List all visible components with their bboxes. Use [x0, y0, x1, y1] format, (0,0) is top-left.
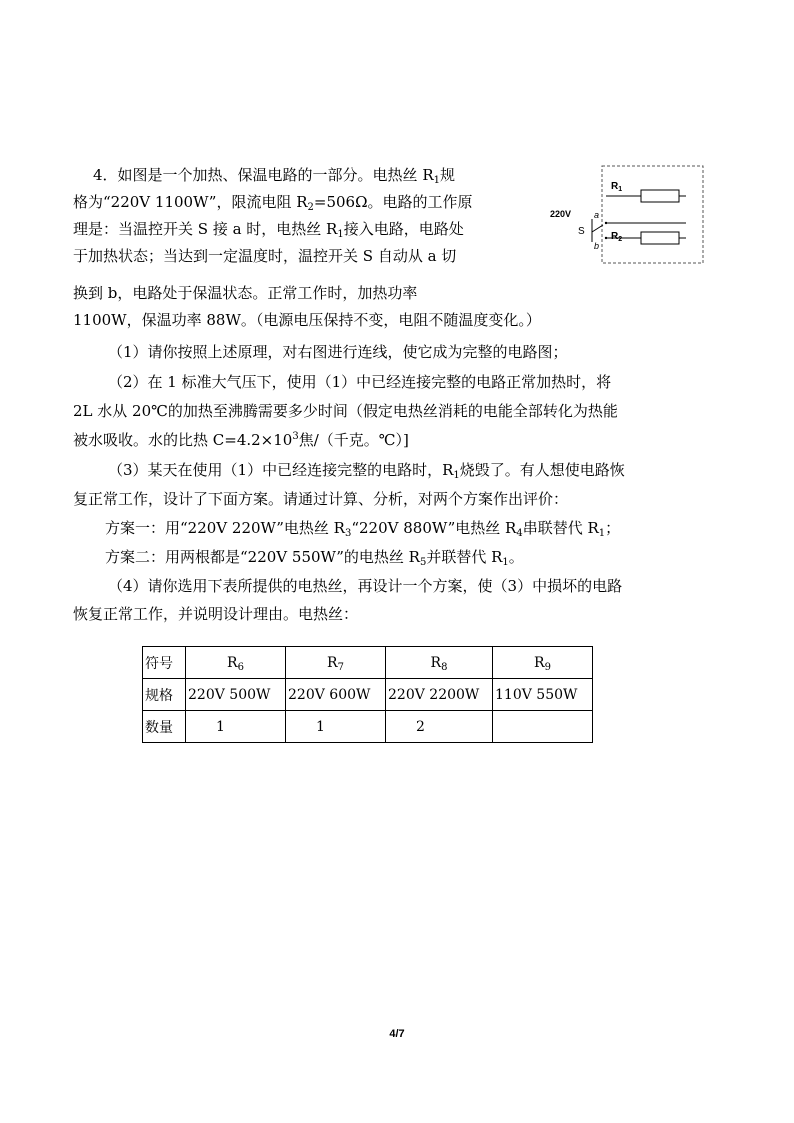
- table-header-symbol: 符号: [143, 647, 186, 679]
- part-3-line-1: （3）某天在使用（1）中已经连接完整的电路时，$R_1$烧毁了。有人想使电路恢: [108, 461, 625, 481]
- table-cell-quantity: [493, 711, 593, 743]
- contact-b-label: b: [594, 241, 600, 251]
- table-cell-symbol: $R_7$: [286, 647, 386, 679]
- table-header-spec: 规格: [143, 679, 186, 711]
- part-4-line-2: 恢复正常工作，并说明设计理由。电热丝：: [73, 605, 359, 623]
- table-cell-symbol: $R_9$: [493, 647, 593, 679]
- circuit-diagram: [548, 162, 708, 267]
- table-row-symbol: [143, 647, 593, 679]
- table-cell-symbol: $R_6$: [186, 647, 286, 679]
- table-row-spec: [143, 679, 593, 711]
- switch-label: S: [578, 226, 585, 237]
- voltage-label: 220V: [550, 209, 572, 219]
- table-cell-quantity: 1: [186, 711, 286, 743]
- part-2-line-2: 2L 水从 20℃的加热至沸腾需要多少时间（假定电热丝消耗的电能全部转化为热能: [73, 402, 618, 420]
- question-4-line-6: 1100W，保温功率 88W。（电源电压保持不变，电阻不随温度变化。）: [73, 311, 541, 329]
- part-3-line-2: 复正常工作，设计了下面方案。请通过计算、分析，对两个方案作出评价：: [73, 490, 569, 508]
- question-4-line-4: 于加热状态；当达到一定温度时，温控开关 S 自动从 a 切: [73, 247, 457, 265]
- part-2-line-3: 被水吸收。水的比热 $C=4.2\times 10^3$焦/（千克。℃）]: [73, 431, 409, 449]
- table-cell-quantity: 1: [286, 711, 386, 743]
- part-1: （1）请你按照上述原理，对右图进行连线，使它成为完整的电路图；: [108, 343, 568, 361]
- heating-wire-table: [142, 646, 593, 743]
- plan-2: 方案二：用两根都是“220V 550W”的电热丝 $R_5$并联替代 $R_1$。: [105, 548, 524, 568]
- page-number: 4/7: [389, 1028, 405, 1040]
- table-header-quantity: 数量: [143, 711, 186, 743]
- plan-1: 方案一：用“220V 220W”电热丝 $R_3“220V$ 880W”电热丝 $R_4$串联替代 $R_1$；: [105, 519, 621, 539]
- switch-blade: [592, 225, 603, 232]
- table-cell-spec: 220V 2200W: [386, 679, 493, 711]
- question-4-line-3: 理是：当温控开关 S 接 a 时，电热丝 $R_1$接入电路，电路处: [73, 220, 464, 240]
- r1-label: $R_1$: [611, 181, 623, 193]
- table-cell-spec: 110V 550W: [493, 679, 593, 711]
- r1-resistor: [641, 190, 679, 202]
- part-2-line-1: （2）在 1 标准大气压下，使用（1）中已经连接完整的电路正常加热时，将: [108, 373, 612, 391]
- table-cell-spec: 220V 500W: [186, 679, 286, 711]
- contact-a-label: a: [594, 210, 600, 220]
- question-4-line-1: 4．如图是一个加热、保温电路的一部分。电热丝 $R_1$规: [93, 166, 455, 186]
- question-4-line-5: 换到 b，电路处于保温状态。正常工作时，加热功率: [73, 284, 418, 302]
- question-4-line-2: 格为“220V 1100W”，限流电阻 $R_2=506\Omega$。电路的工作原: [73, 193, 473, 213]
- table-cell-symbol: $R_8$: [386, 647, 493, 679]
- r2-label: $R_2$: [611, 231, 623, 243]
- part-4-line-1: （4）请你选用下表所提供的电热丝，再设计一个方案，使（3）中损坏的电路: [108, 577, 623, 595]
- r2-resistor: [641, 232, 679, 244]
- table-cell-spec: 220V 600W: [286, 679, 386, 711]
- table-row-quantity: [143, 711, 593, 743]
- table-cell-quantity: 2: [386, 711, 493, 743]
